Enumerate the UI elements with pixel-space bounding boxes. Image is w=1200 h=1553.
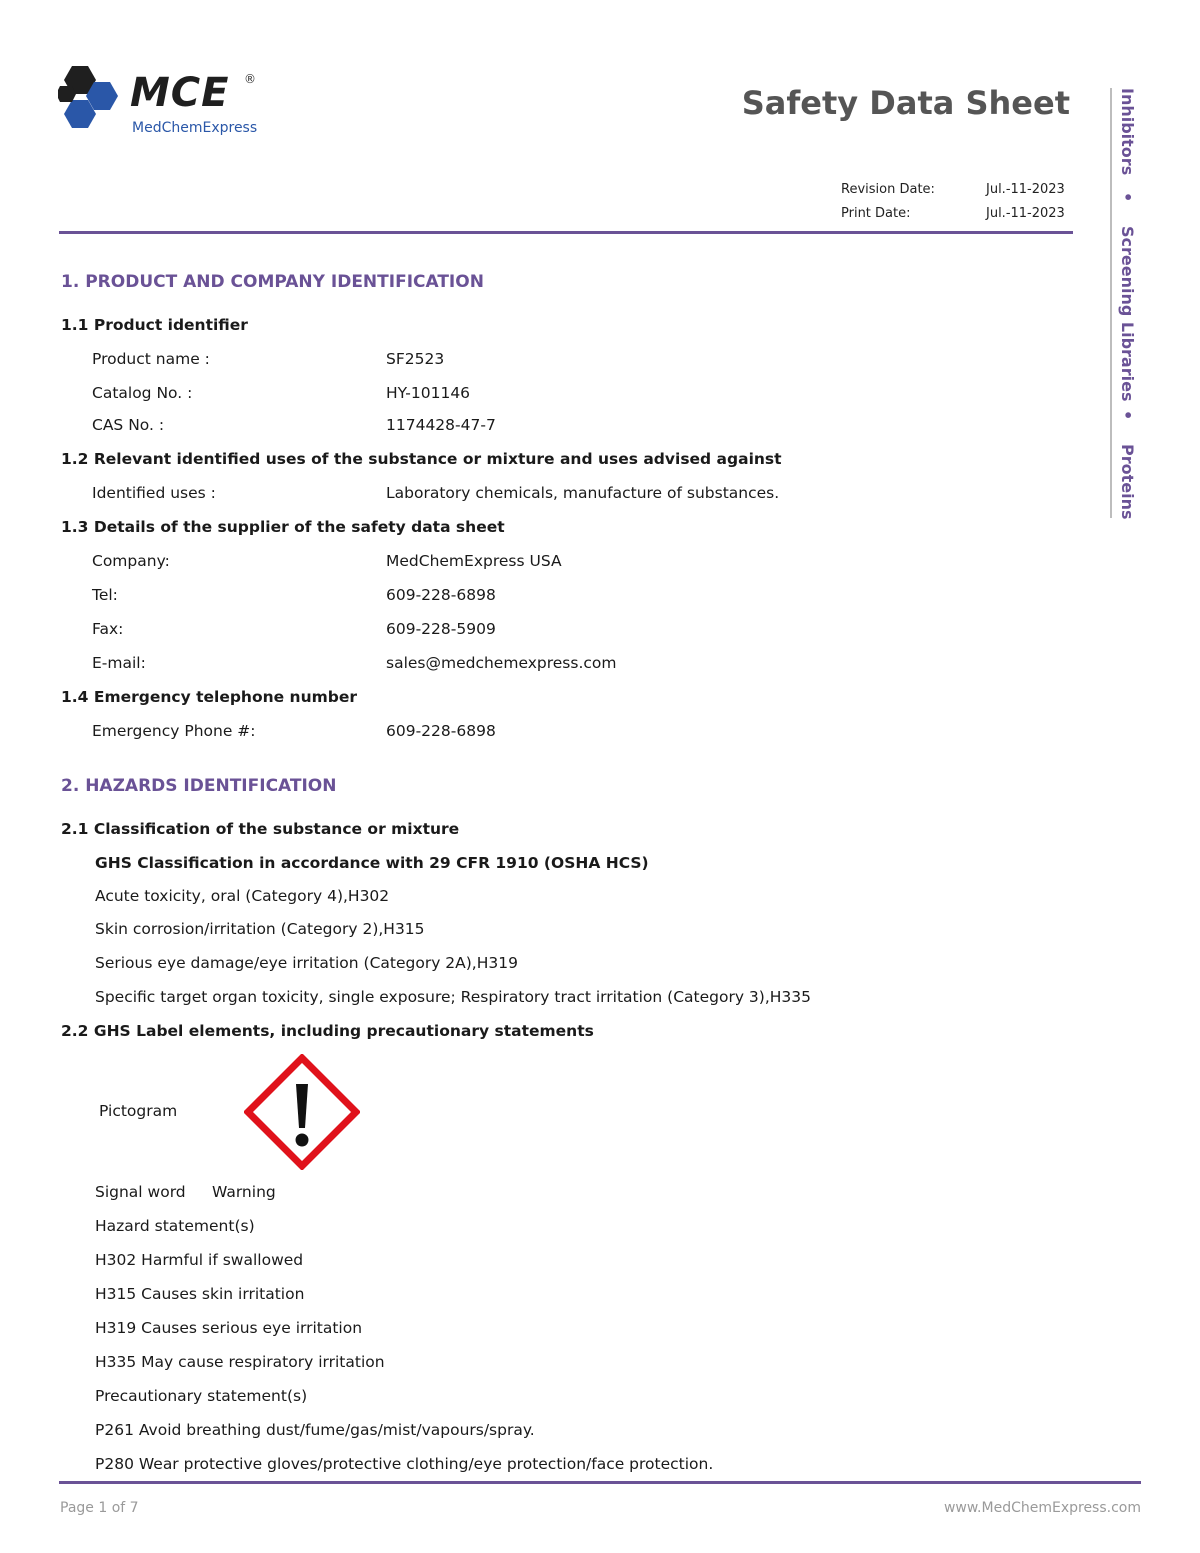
hazard-statement: H335 May cause respiratory irritation bbox=[95, 1353, 385, 1371]
footer-website-link[interactable]: www.MedChemExpress.com bbox=[943, 1500, 1141, 1516]
revision-date-value: Jul.-11-2023 bbox=[986, 182, 1065, 197]
mce-hexagon-icon bbox=[58, 64, 128, 136]
tel-label: Tel: bbox=[92, 586, 118, 604]
logo-subtitle: MedChemExpress bbox=[132, 120, 258, 136]
footer-divider bbox=[59, 1481, 1141, 1484]
email-value[interactable]: sales@medchemexpress.com bbox=[386, 654, 617, 672]
hazard-statement: H315 Causes skin irritation bbox=[95, 1285, 305, 1303]
precautionary-statements-heading: Precautionary statement(s) bbox=[95, 1387, 308, 1405]
section-1-heading: 1. PRODUCT AND COMPANY IDENTIFICATION bbox=[61, 272, 484, 292]
precautionary-statement: P280 Wear protective gloves/protective clothing/eye protection/face protection. bbox=[95, 1455, 714, 1473]
exclamation-mark-diamond-icon bbox=[244, 1054, 360, 1170]
identified-uses-value: Laboratory chemicals, manufacture of substances. bbox=[386, 484, 780, 502]
side-tab-proteins[interactable]: Proteins bbox=[1118, 444, 1137, 520]
signal-word-label: Signal word bbox=[95, 1183, 186, 1201]
subsection-2-2: 2.2 GHS Label elements, including precautionary statements bbox=[61, 1022, 594, 1040]
email-label: E-mail: bbox=[92, 654, 146, 672]
side-tab-separator: • bbox=[1118, 410, 1137, 421]
product-name-label: Product name : bbox=[92, 350, 210, 368]
logo-wordmark: MCE bbox=[130, 70, 230, 116]
ghs-classification-heading: GHS Classification in accordance with 29 CFR 1910 (OSHA HCS) bbox=[95, 854, 649, 872]
subsection-1-3: 1.3 Details of the supplier of the safety data sheet bbox=[61, 518, 505, 536]
print-date-value: Jul.-11-2023 bbox=[986, 206, 1065, 221]
identified-uses-label: Identified uses : bbox=[92, 484, 216, 502]
subsection-1-2: 1.2 Relevant identified uses of the substance or mixture and uses advised against bbox=[61, 450, 782, 468]
hazard-statement: H319 Causes serious eye irritation bbox=[95, 1319, 363, 1337]
emergency-phone-label: Emergency Phone #: bbox=[92, 722, 256, 740]
fax-value: 609-228-5909 bbox=[386, 620, 496, 638]
side-tab-screening-libraries[interactable]: Screening Libraries bbox=[1118, 226, 1137, 402]
classification-item: Serious eye damage/eye irritation (Category 2A),H319 bbox=[95, 954, 518, 972]
hazard-statement: H302 Harmful if swallowed bbox=[95, 1251, 304, 1269]
precautionary-statement: P261 Avoid breathing dust/fume/gas/mist/vapours/spray. bbox=[95, 1421, 535, 1439]
side-tab-inhibitors[interactable]: Inhibitors bbox=[1118, 88, 1137, 176]
side-tab-separator: • bbox=[1118, 192, 1137, 203]
tel-value: 609-228-6898 bbox=[386, 586, 496, 604]
catalog-value: HY-101146 bbox=[386, 384, 471, 402]
subsection-1-1: 1.1 Product identifier bbox=[61, 316, 248, 334]
cas-value: 1174428-47-7 bbox=[386, 416, 496, 434]
classification-item: Skin corrosion/irritation (Category 2),H315 bbox=[95, 920, 425, 938]
signal-word-value: Warning bbox=[212, 1183, 276, 1201]
document-title: Safety Data Sheet bbox=[741, 84, 1070, 122]
subsection-1-4: 1.4 Emergency telephone number bbox=[61, 688, 358, 706]
company-label: Company: bbox=[92, 552, 170, 570]
catalog-label: Catalog No. : bbox=[92, 384, 193, 402]
pictogram-label: Pictogram bbox=[99, 1102, 178, 1120]
company-value: MedChemExpress USA bbox=[386, 552, 562, 570]
cas-label: CAS No. : bbox=[92, 416, 165, 434]
mce-logo bbox=[58, 64, 268, 144]
classification-item: Acute toxicity, oral (Category 4),H302 bbox=[95, 887, 390, 905]
subsection-2-1: 2.1 Classification of the substance or mixture bbox=[61, 820, 460, 838]
classification-item: Specific target organ toxicity, single exposure; Respiratory tract irritation (Category 3),H335 bbox=[95, 988, 812, 1006]
revision-date-label: Revision Date: bbox=[841, 182, 935, 197]
section-2-heading: 2. HAZARDS IDENTIFICATION bbox=[61, 776, 337, 796]
fax-label: Fax: bbox=[92, 620, 124, 638]
registered-mark: ® bbox=[244, 72, 256, 86]
emergency-phone-value: 609-228-6898 bbox=[386, 722, 496, 740]
hazard-statements-heading: Hazard statement(s) bbox=[95, 1217, 255, 1235]
print-date-label: Print Date: bbox=[841, 206, 911, 221]
header-divider bbox=[59, 231, 1073, 234]
side-divider bbox=[1110, 88, 1112, 518]
side-tabs bbox=[1118, 88, 1148, 518]
page-number: Page 1 of 7 bbox=[60, 1500, 139, 1516]
product-name-value: SF2523 bbox=[386, 350, 445, 368]
